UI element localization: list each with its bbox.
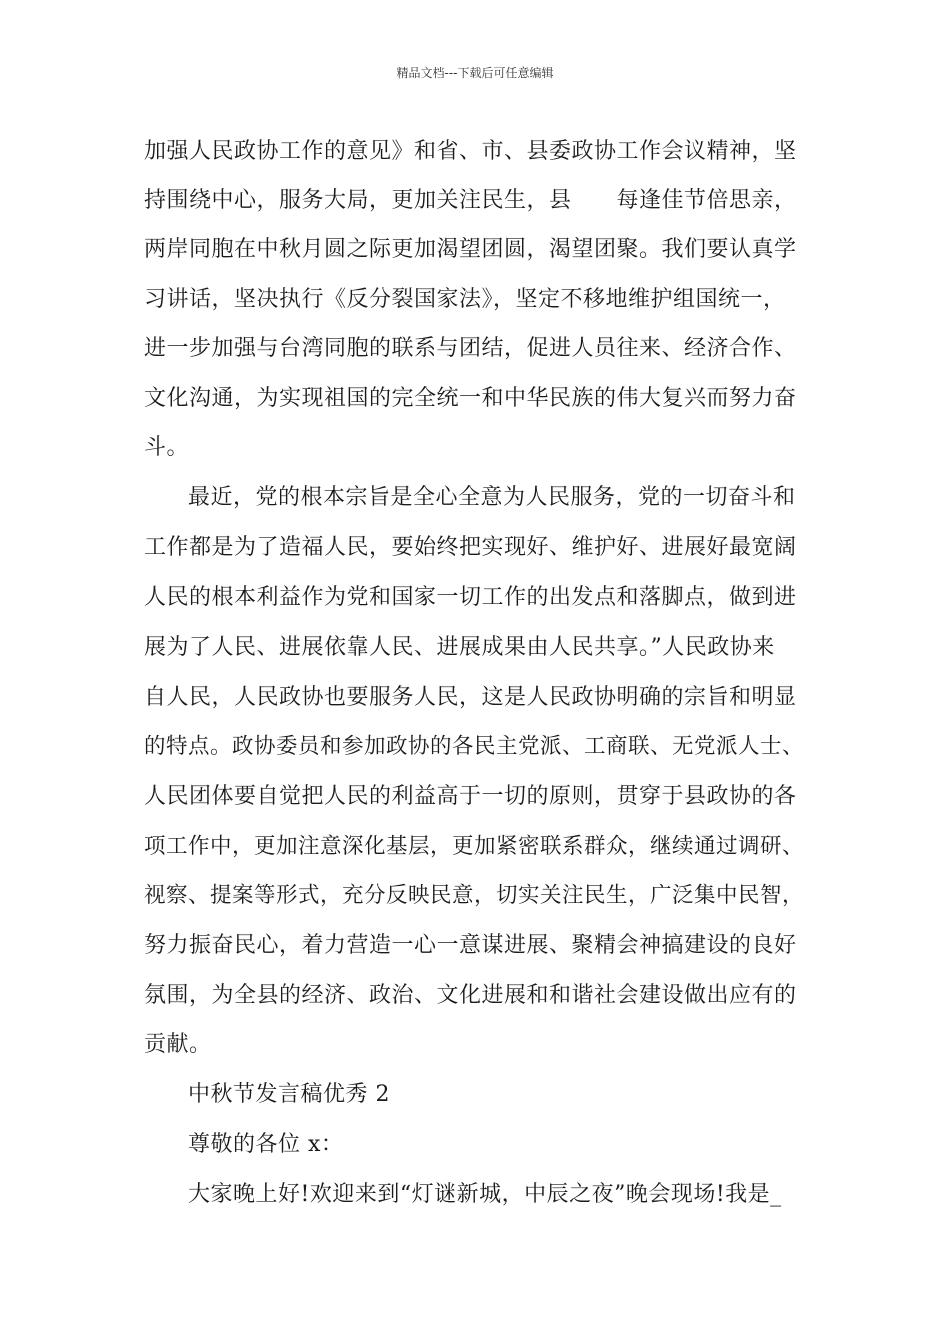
paragraph-line: 展为了人民、进展依靠人民、进展成果由人民共享。”人民政协来 — [144, 635, 775, 660]
opening-line: 大家晚上好!欢迎来到“灯谜新城，中辰之夜”晚会现场!我是_ — [188, 1182, 782, 1207]
paragraph-line: 最近，党的根本宗旨是全心全意为人民服务，党的一切奋斗和 — [188, 485, 796, 510]
paragraph-line: 的特点。政协委员和参加政协的各民主党派、工商联、无党派人士、 — [144, 734, 805, 759]
paragraph-line: 斗。 — [144, 435, 190, 460]
paragraph-line: 工作都是为了造福人民，要始终把实现好、维护好、进展好最宽阔 — [144, 535, 797, 560]
paragraph-line: 人民的根本利益作为党和国家一切工作的出发点和落脚点，做到进 — [144, 585, 797, 610]
paragraph-line: 氛围，为全县的经济、政治、文化进展和和谐社会建设做出应有的 — [144, 983, 797, 1008]
paragraph-line: 文化沟通，为实现祖国的完全统一和中华民族的伟大复兴而努力奋 — [144, 386, 797, 411]
paragraph-line: 人民团体要自觉把人民的利益高于一切的原则，贯穿于县政协的各 — [144, 784, 797, 809]
paragraph-line: 进一步加强与台湾同胞的联系与团结，促进人员往来、经济合作、 — [144, 336, 797, 361]
paragraph-line: 两岸同胞在中秋月圆之际更加渴望团圆，渴望团聚。我们要认真学 — [144, 237, 797, 262]
section-title: 中秋节发言稿优秀 2 — [188, 1082, 390, 1107]
paragraph-line: 视察、提案等形式，充分反映民意，切实关注民生，广泛集中民智， — [144, 883, 805, 908]
paragraph-line: 加强人民政协工作的意见》和省、市、县委政协工作会议精神，坚 — [144, 139, 797, 164]
paragraph-line: 自人民，人民政协也要服务人民，这是人民政协明确的宗旨和明显 — [144, 685, 797, 710]
paragraph-line: 持围绕中心，服务大局，更加关注民生，县 每逢佳节倍思亲， — [144, 188, 797, 213]
paragraph-line: 努力振奋民心，着力营造一心一意谋进展、聚精会神搞建设的良好 — [144, 933, 797, 958]
salutation: 尊敬的各位 x： — [188, 1132, 344, 1157]
page-header: 精品文档---下载后可任意编辑 — [396, 66, 554, 80]
paragraph-line: 贡献。 — [144, 1032, 212, 1057]
paragraph-line: 项工作中，更加注意深化基层，更加紧密联系群众，继续通过调研、 — [144, 834, 805, 859]
paragraph-line: 习讲话，坚决执行《反分裂国家法》，坚定不移地维护组国统一， — [144, 287, 786, 312]
